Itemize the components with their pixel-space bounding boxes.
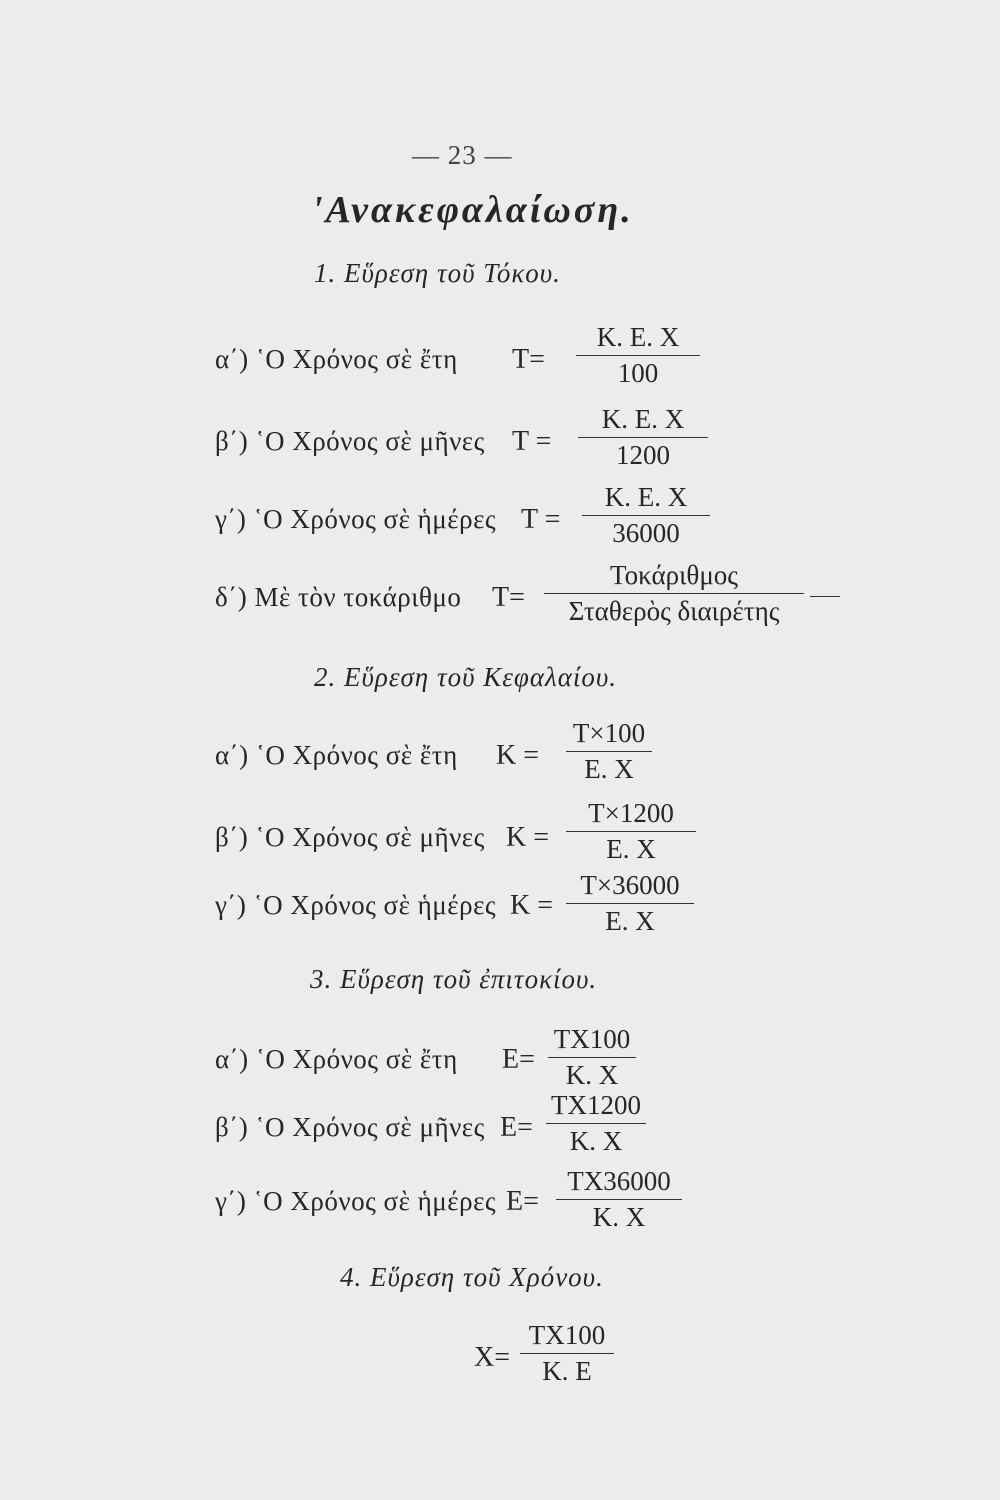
formula-lhs: Ε= [500, 1112, 533, 1143]
formula-fraction [578, 404, 708, 471]
fraction-numerator: Τοκάριθμος [544, 560, 804, 594]
formula-fraction [546, 1090, 646, 1157]
formula-lhs: Τ = [512, 426, 552, 457]
fraction-numerator: ΤΧ1200 [546, 1090, 646, 1124]
formula-label: β΄) ῾Ο Χρόνος σὲ μῆνες [215, 822, 485, 852]
page-number: — 23 — [412, 140, 513, 170]
fraction-denominator: 36000 [612, 518, 680, 548]
section-heading-1: 1. Εὕρεση τοῦ Τόκου. [314, 258, 561, 288]
fraction-numerator: ΤΧ100 [548, 1024, 636, 1058]
fraction-numerator: Τ×1200 [566, 798, 696, 832]
formula-lhs: Τ= [492, 582, 525, 613]
fraction-denominator: Κ. Χ [569, 1126, 623, 1156]
formula-fraction [582, 482, 710, 549]
page-title: 'Ανακεφαλαίωση. [312, 189, 634, 231]
formula-label: γ΄) ῾Ο Χρόνος σὲ ἡμέρες [215, 890, 497, 920]
fraction-denominator: 100 [617, 358, 659, 388]
formula-lhs: Τ= [512, 344, 545, 375]
formula-label: β΄) ῾Ο Χρόνος σὲ μῆνες [215, 426, 485, 456]
formula-lhs: Κ = [496, 740, 540, 771]
section-heading-3: 3. Εὕρεση τοῦ ἐπιτοκίου. [310, 964, 598, 994]
formula-lhs: Ε= [502, 1044, 535, 1075]
formula-fraction [556, 1166, 682, 1233]
fraction-numerator: Τ×36000 [566, 870, 694, 904]
formula-fraction [566, 718, 652, 785]
formula-fraction [566, 870, 694, 937]
formula-fraction [548, 1024, 636, 1091]
fraction-numerator: Κ. Ε. Χ [582, 482, 710, 516]
fraction-denominator: 1200 [616, 440, 670, 470]
formula-label: α΄) ῾Ο Χρόνος σὲ ἔτη [215, 344, 458, 374]
formula-lhs: Τ = [521, 504, 561, 535]
formula-lhs: Ε= [506, 1186, 539, 1217]
formula-label: α΄) ῾Ο Χρόνος σὲ ἔτη [215, 1044, 458, 1074]
trailing-rule [810, 596, 840, 597]
fraction-numerator: Κ. Ε. Χ [576, 322, 700, 356]
formula-lhs: Κ = [510, 890, 554, 921]
fraction-denominator: Κ. Χ [592, 1202, 646, 1232]
fraction-denominator: Ε. Χ [606, 834, 656, 864]
fraction-denominator: Σταθερὸς διαιρέτης [568, 596, 780, 626]
section-heading-2: 2. Εὕρεση τοῦ Κεφαλαίου. [314, 662, 618, 692]
formula-label: γ΄) ῾Ο Χρόνος σὲ ἡμέρες [215, 1186, 497, 1216]
fraction-denominator: Ε. Χ [605, 906, 655, 936]
formula-lhs: Χ= [474, 1342, 511, 1373]
formula-label: γ΄) ῾Ο Χρόνος σὲ ἡμέρες [215, 504, 497, 534]
fraction-numerator: Τ×100 [566, 718, 652, 752]
formula-label: β΄) ῾Ο Χρόνος σὲ μῆνες [215, 1112, 485, 1142]
fraction-denominator: Κ. Ε [542, 1356, 592, 1386]
formula-fraction [520, 1320, 614, 1387]
fraction-numerator: ΤΧ100 [520, 1320, 614, 1354]
formula-fraction [544, 560, 804, 627]
formula-label: δ΄) Μὲ τὸν τοκάριθμο [215, 582, 462, 612]
fraction-denominator: Ε. Χ [584, 754, 634, 784]
formula-fraction [566, 798, 696, 865]
formula-lhs: Κ = [506, 822, 550, 853]
fraction-denominator: Κ. Χ [565, 1060, 619, 1090]
fraction-numerator: ΤΧ36000 [556, 1166, 682, 1200]
formula-label: α΄) ῾Ο Χρόνος σὲ ἔτη [215, 740, 458, 770]
section-heading-4: 4. Εὕρεση τοῦ Χρόνου. [340, 1262, 604, 1292]
fraction-numerator: Κ. Ε. Χ [578, 404, 708, 438]
formula-fraction [576, 322, 700, 389]
